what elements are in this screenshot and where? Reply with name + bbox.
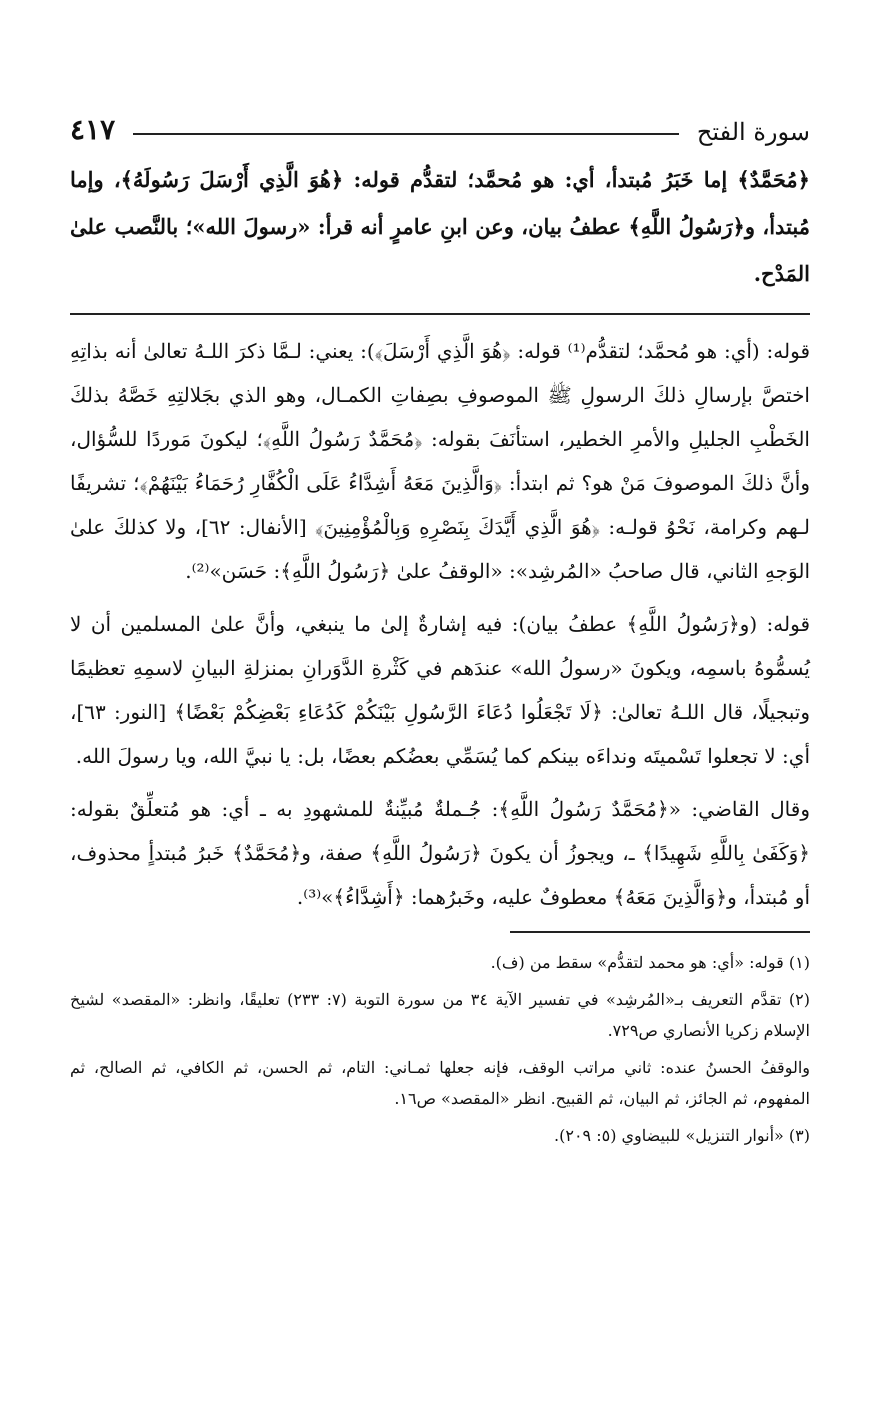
footnote: والوقفُ الحسنُ عنده: ثاني مراتب الوقف، فإنه جعلها ثمـاني: التام، ثم الحسن، ثم الكافي، ثم الصالح، ثم المفهوم، ثم الجائز، ثم البيان، ثم القبيح. انظر «المقصد» ص١٦. bbox=[70, 1058, 810, 1108]
main-text: ﴿مُحَمَّدٌ﴾ إما خَبَرُ مُبتدأ، أي: هو مُحمَّد؛ لتقدُّم قوله: ﴿هُوَ الَّذِي أَرْسَلَ رَسُولَهُ﴾، وإما مُبتدأ، و﴿رَسُولُ اللَّهِ﴾ عطفُ بيان، وعن ابنِ عامرٍ أنه قرأ: «رسولَ الله»؛ بالنَّصب علىٰ المَدْح. bbox=[70, 167, 810, 286]
running-header bbox=[70, 96, 810, 144]
main-text-divider bbox=[70, 313, 810, 315]
commentary bbox=[70, 329, 810, 919]
commentary-paragraph: قوله: (و﴿رَسُولُ اللَّهِ﴾ عطفُ بيان): فيه إشارةٌ إلىٰ ما ينبغي، وأنَّ علىٰ المسلمين أن لا يُسمُّوهُ باسمِه، ويكونَ «رسولُ الله» عندَهم في كَثْرةِ الدَّوَرانِ بمنزلةِ البيانِ لاسمِهِ تعظيمًا وتبجيلًا، قال اللـهُ تعالىٰ: ﴿لَا تَجْعَلُوا دُعَاءَ الرَّسُولِ بَيْنَكُمْ كَدُعَاءِ بَعْضِكُمْ بَعْضًا﴾ [النور: ٦٣]، أي: لا تجعلوا تَسْميتَه ونداءَه بينكم كما يُسَمِّي بعضُكم بعضًا، بل: يا نبيَّ الله، ويا رسولَ الله. bbox=[70, 612, 810, 768]
book-page bbox=[70, 96, 810, 1157]
commentary-paragraph: قوله: (أي: هو مُحمَّد؛ لتقدُّم⁽¹⁾ قوله: ﴿هُوَ الَّذِي أَرْسَلَ﴾): يعني: لـمَّا ذكرَ اللـهُ تعالىٰ أنه بذاتِهِ اختصَّ بإرسالِ ذلكَ الرسولِ ﷺ الموصوفِ بصِفاتِ الكمـال، وهو الذي بجَلالتِهِ خَصَّهُ بذلكَ الخَطْبِ الجليلِ والأمرِ الخطير، استأنَفَ بقوله: ﴿مُحَمَّدٌ رَسُولُ اللَّهِ﴾؛ ليكونَ مَوردًا للسُّؤال، وأنَّ ذلكَ الموصوفَ مَنْ هو؟ ثم ابتدأ: ﴿وَالَّذِينَ مَعَهُ أَشِدَّاءُ عَلَى الْكُفَّارِ رُحَمَاءُ بَيْنَهُمْ﴾؛ تشريفًا لـهم وكرامة، نَحْوُ قولـه: ﴿هُوَ الَّذِي أَيَّدَكَ بِنَصْرِهِ وَبِالْمُؤْمِنِينَ﴾ [الأنفال: ٦٢]، ولا كذلكَ علىٰ الوَجهِ الثاني، قال صاحبُ «المُرشِد»: «الوقفُ علىٰ ﴿رَسُولُ اللَّهِ﴾: حَسَن»⁽²⁾. bbox=[70, 339, 811, 583]
footnote: (٢) تقدَّم التعريف بـ«المُرشِد» في تفسير الآية ٣٤ من سورة التوبة (٧: ٢٣٣) تعليقًا، وانظر: «المقصد» لشيخ الإسلام زكريا الأنصاري ص٧٢٩. bbox=[70, 990, 810, 1040]
footnotes bbox=[70, 947, 810, 1151]
page-number: ٤١٧ bbox=[70, 113, 116, 146]
footnote-divider bbox=[510, 931, 810, 933]
header-rule bbox=[133, 133, 679, 135]
footnote: (٣) «أنوار التنزيل» للبيضاوي (٥: ٢٠٩). bbox=[554, 1126, 810, 1145]
surah-title: سورة الفتح bbox=[696, 118, 810, 146]
commentary-paragraph: وقال القاضي: «﴿مُحَمَّدٌ رَسُولُ اللَّهِ﴾: جُـملةٌ مُبيِّنةٌ للمشهودِ به ـ أي: هو مُتعلِّقٌ بقوله: ﴿وَكَفَىٰ بِاللَّهِ شَهِيدًا﴾ ـ، ويجوزُ أن يكونَ ﴿رَسُولُ اللَّهِ﴾ صفة، و﴿مُحَمَّدٌ﴾ خَبرُ مُبتدأٍ محذوف، أو مُبتدأ، و﴿وَالَّذِينَ مَعَهُ﴾ معطوفٌ عليه، وخَبرُهما: ﴿أَشِدَّاءُ﴾»⁽³⁾. bbox=[70, 797, 810, 909]
footnote: (١) قوله: «أي: هو محمد لتقدُّم» سقط من (ف). bbox=[490, 953, 810, 972]
